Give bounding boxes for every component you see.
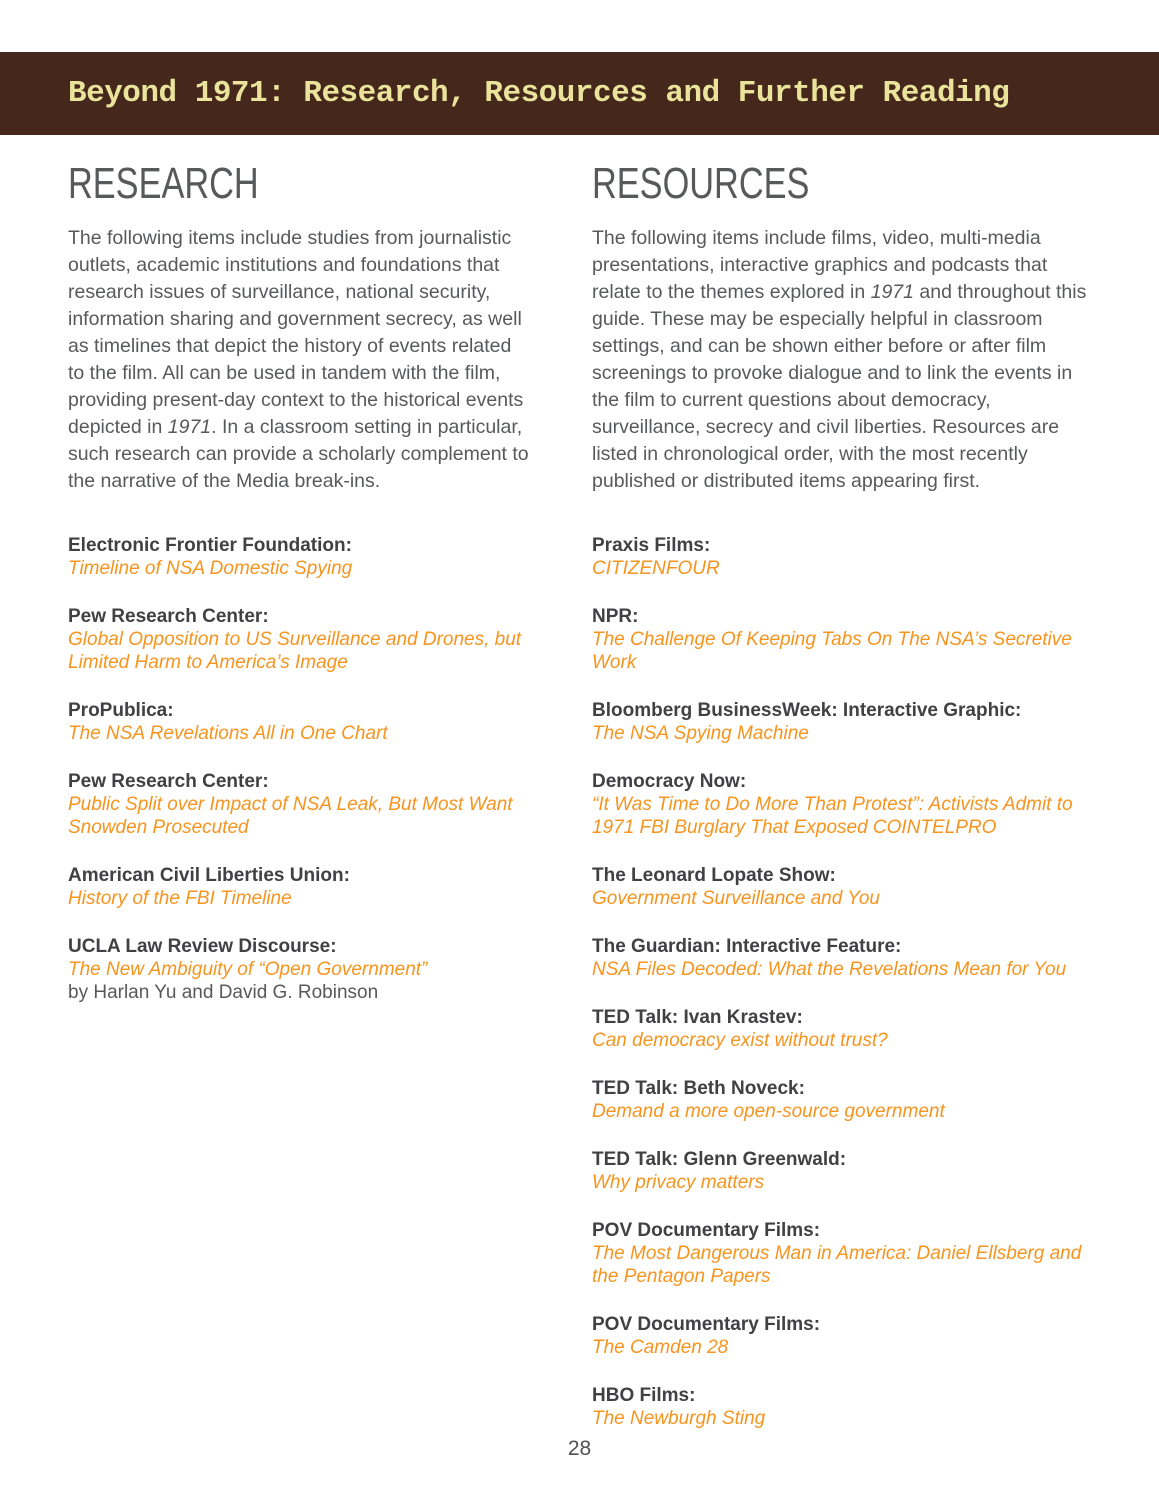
entry-title-link[interactable]: Government Surveillance and You	[592, 888, 880, 909]
list-item	[592, 1219, 1097, 1288]
entry-source: American Civil Liberties Union:	[68, 865, 350, 886]
entry-title-link[interactable]: Timeline of NSA Domestic Spying	[68, 558, 353, 579]
entry-title-link[interactable]: The New Ambiguity of “Open Government”	[68, 959, 428, 980]
entry-title-link[interactable]: Global Opposition to US Surveillance and Drones, but Limited Harm to America’s Image	[68, 629, 522, 673]
resources-column	[592, 135, 1097, 1455]
entry-source: TED Talk: Ivan Krastev:	[592, 1007, 803, 1028]
entry-source: HBO Films:	[592, 1385, 696, 1406]
entry-title-link[interactable]: Why privacy matters	[592, 1172, 765, 1193]
entry-byline: by Harlan Yu and David G. Robinson	[68, 982, 379, 1003]
entry-title-link[interactable]: “It Was Time to Do More Than Protest”: Activists Admit to 1971 FBI Burglary That Exposed COINTELPRO	[592, 794, 1073, 838]
entry-source: The Guardian: Interactive Feature:	[592, 936, 902, 957]
entry-source: The Leonard Lopate Show:	[592, 865, 836, 886]
banner-title: Beyond 1971: Research, Resources and Further Reading	[68, 76, 1010, 111]
entry-title-link[interactable]: The Most Dangerous Man in America: Daniel Ellsberg and the Pentagon Papers	[592, 1243, 1082, 1287]
list-item	[68, 864, 530, 910]
entry-source: Democracy Now:	[592, 771, 747, 792]
entry-title-link[interactable]: Can democracy exist without trust?	[592, 1030, 888, 1051]
resources-entries	[592, 534, 1097, 1430]
list-item	[592, 1006, 1097, 1052]
research-heading: RESEARCH	[68, 159, 259, 208]
entry-title-link[interactable]: History of the FBI Timeline	[68, 888, 292, 909]
list-item	[592, 1313, 1097, 1359]
list-item	[592, 864, 1097, 910]
list-item	[592, 770, 1097, 839]
list-item	[592, 1384, 1097, 1430]
entry-title-link[interactable]: The Newburgh Sting	[592, 1408, 766, 1429]
entry-title-link[interactable]: The NSA Revelations All in One Chart	[68, 723, 388, 744]
list-item	[592, 1148, 1097, 1194]
page-number: 28	[567, 1437, 592, 1460]
entry-title-link[interactable]: Public Split over Impact of NSA Leak, But Most Want Snowden Prosecuted	[68, 794, 513, 838]
entry-source: UCLA Law Review Discourse:	[68, 936, 337, 957]
list-item	[592, 935, 1097, 981]
entry-source: Bloomberg BusinessWeek: Interactive Graphic:	[592, 700, 1022, 721]
entry-source: Pew Research Center:	[68, 606, 269, 627]
entry-title-link[interactable]: The Camden 28	[592, 1337, 729, 1358]
research-column	[68, 135, 530, 1455]
resources-intro: The following items include films, video, multi-media presentations, interactive graphics and podcasts that relate to the themes explored in 1971 and throughout this guide. These may be especially helpful in classroom settings, and can be shown either before or after film screenings to provoke dialogue and to link the events in the film to current questions about democracy, surveillance, secrecy and civil liberties. Resources are listed in chronological order, with the most recently published or distributed items appearing first.	[592, 227, 1087, 492]
page-banner	[0, 52, 1159, 135]
entry-title-link[interactable]: NSA Files Decoded: What the Revelations Mean for You	[592, 959, 1067, 980]
entry-source: Praxis Films:	[592, 535, 711, 556]
list-item	[592, 1077, 1097, 1123]
entry-source: TED Talk: Beth Noveck:	[592, 1078, 805, 1099]
list-item	[68, 770, 530, 839]
entry-source: Pew Research Center:	[68, 771, 269, 792]
entry-source: ProPublica:	[68, 700, 174, 721]
list-item	[592, 534, 1097, 580]
list-item	[592, 699, 1097, 745]
entry-source: POV Documentary Films:	[592, 1220, 821, 1241]
list-item	[68, 935, 530, 1004]
list-item	[68, 605, 530, 674]
resources-heading: RESOURCES	[592, 159, 810, 208]
entry-title-link[interactable]: Demand a more open-source government	[592, 1101, 945, 1122]
list-item	[68, 534, 530, 580]
two-column-content	[0, 135, 1159, 1455]
research-entries	[68, 534, 530, 1004]
entry-title-link[interactable]: CITIZENFOUR	[592, 558, 720, 579]
entry-source: Electronic Frontier Foundation:	[68, 535, 352, 556]
list-item	[592, 605, 1097, 674]
entry-source: TED Talk: Glenn Greenwald:	[592, 1149, 847, 1170]
entry-source: POV Documentary Films:	[592, 1314, 821, 1335]
list-item	[68, 699, 530, 745]
entry-title-link[interactable]: The Challenge Of Keeping Tabs On The NSA’s Secretive Work	[592, 629, 1072, 673]
entry-source: NPR:	[592, 606, 639, 627]
research-intro: The following items include studies from journalistic outlets, academic institutions and foundations that research issues of surveillance, national security, information sharing and government secrecy, as well as timelines that depict the history of events related to the film. All can be used in tandem with the film, providing present-day context to the historical events depicted in 1971. In a classroom setting in particular, such research can provide a scholarly complement to the narrative of the Media break-ins.	[68, 227, 529, 492]
entry-title-link[interactable]: The NSA Spying Machine	[592, 723, 809, 744]
